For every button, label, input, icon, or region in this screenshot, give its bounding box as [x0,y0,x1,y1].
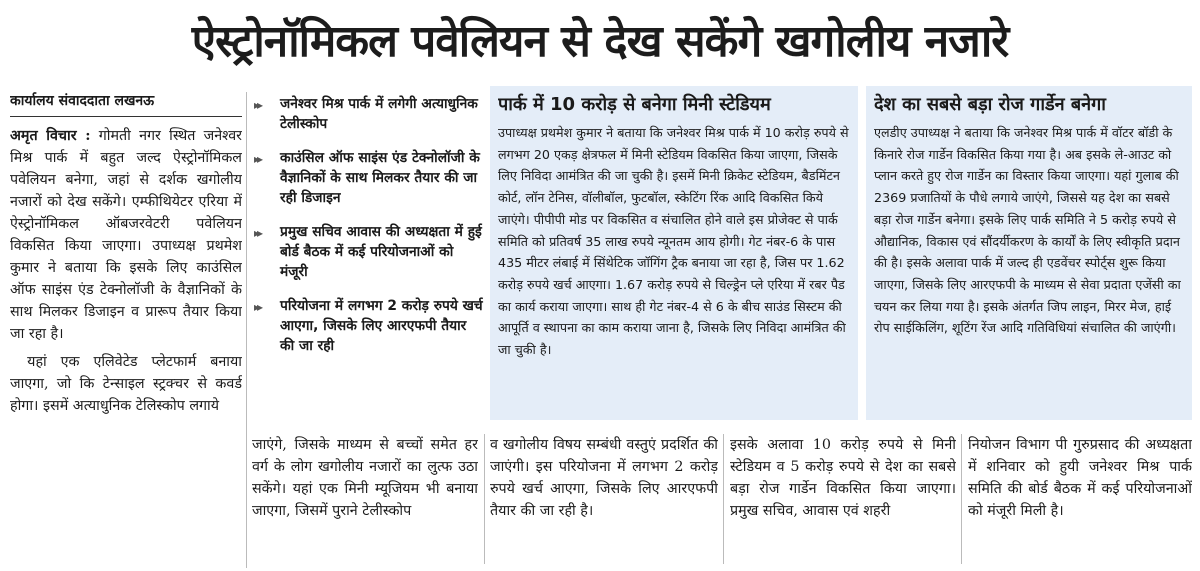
lead-column [10,90,242,571]
stadium-box-title: पार्क में 10 करोड़ से बनेगा मिनी स्टेडियम [498,94,771,115]
highlight-text: प्रमुख सचिव आवास की अध्यक्षता में हुई बोर्ड बैठक में कई परियोजनाओं को मंजूरी [280,224,482,280]
rose-garden-box-title: देश का सबसे बड़ा रोज गार्डेन बनेगा [874,94,1106,115]
body-column-5: नियोजन विभाग पी गुरुप्रसाद की अध्यक्षता में शनिवार को हुयी जनेश्वर मिश्र पार्क समिति की बोर्ड बैठक में कई परियोजनाओं को मंजूरी मिली है। [968,437,1192,519]
body-column-4: इसके अलावा 10 करोड़ रुपये से मिनी स्टेडियम व 5 करोड़ रुपये से देश का सबसे बड़ा रोज गार्डेन विकसित किया जाएगा। प्रमुख सचिव, आवास एवं शहरी [730,437,956,519]
column-divider [723,434,724,564]
highlights-list [254,94,484,424]
column-divider [246,92,247,568]
highlight-item [254,148,484,208]
double-arrow-icon: ▸▸ [254,226,261,240]
byline: कार्यालय संवाददाता लखनऊ [10,90,242,117]
lead-paragraph-1 [10,125,242,345]
double-arrow-icon: ▸▸ [254,98,261,112]
lead-label: अमृत विचार : [10,128,91,144]
stadium-box [490,86,858,420]
rose-garden-box-body: एलडीए उपाध्यक्ष ने बताया कि जनेश्वर मिश्र पार्क में वॉटर बॉडी के किनारे रोज गार्डेन विकसित किया गया है। अब इसके ले-आउट को प्लान करते हुए रोज गार्डेन का विस्तार किया जाएगा। यहां गुलाब की 2369 प्रजातियों के पौधे लगाये जाएंगे, जिससे यह देश का सबसे बड़ा रोज गार्डेन बनेगा। इसके लिए पार्क समिति ने 5 करोड़ रुपये से औद्यानिक, विकास एवं सौंदर्यीकरण के कार्यों के लिए स्वीकृति प्रदान की है। इसके अलावा पार्क में जल्द ही एडवेंचर स्पोर्ट्स शुरू किया जाएगा, जिसके लिए आरएफपी के माध्यम से सेवा प्रदाता एजेंसी का चयन कर लिया गया है। इसके अंतर्गत जिप लाइन, मिरर मेज, हाई रोप साईकिलिंग, शूटिंग रेंज आदि गतिविधियां संचालित की जाएंगी। [874,125,1181,336]
column-divider [961,434,962,564]
headline: ऐस्ट्रोनॉमिकल पवेलियन से देख सकेंगे खगोलीय नजारे [191,16,1009,67]
highlight-item [254,222,484,282]
lead-paragraph-2: यहां एक एलिवेटेड प्लेटफार्म बनाया जाएगा, जो कि टेन्साइल स्ट्रक्चर से कवर्ड होगा। इसमें अत्याधुनिक टेलिस्कोप लगाये [10,354,242,414]
highlight-text: काउंसिल ऑफ साइंस एंड टेक्नोलॉजी के वैज्ञानिकों के साथ मिलकर तैयार की जा रही डिजाइन [280,150,480,206]
double-arrow-icon: ▸▸ [254,300,261,314]
body-column-2: जाएंगे, जिसके माध्यम से बच्चों समेत हर वर्ग के लोग खगोलीय नजारों का लुत्फ उठा सकेंगे। यहां एक मिनी म्यूजियम भी बनाया जाएगा, जिसमें पुराने टेलीस्कोप [252,437,478,519]
highlight-text: परियोजना में लगभग 2 करोड़ रुपये खर्च आएगा, जिसके लिए आरएफपी तैयार की जा रही [280,298,483,354]
double-arrow-icon: ▸▸ [254,152,261,166]
stadium-box-body: उपाध्यक्ष प्रथमेश कुमार ने बताया कि जनेश्वर मिश्र पार्क में 10 करोड़ रुपये से लगभग 20 एकड़ क्षेत्रफल में मिनी स्टेडियम विकसित किया जाएगा, जिसके लिए निविदा आमंत्रित की जा चुकी है। इसमें मिनी क्रिकेट स्टेडियम, बैडमिंटन कोर्ट, लॉन टेनिस, वॉलीबॉल, फुटबॉल, स्केटिंग रिंक आदि विकसित किये जाएंगे। पीपीपी मोड पर विकसित व संचालित होने वाले इस प्रोजेक्ट से पार्क समिति को प्रतिवर्ष 35 लाख रुपये न्यूनतम आय होगी। गेट नंबर-6 के पास 435 मीटर लंबाई में सिंथेटिक जॉगिंग ट्रैक बनाया जा रहा है, जिस पर 1.62 करोड़ रुपये खर्च आएगा। 1.67 करोड़ रुपये से चिल्ड्रेन प्ले एरिया में रबर पैड का कार्य कराया जाएगा। साथ ही गेट नंबर-4 से 6 के बीच साउंड सिस्टम की आपूर्ति व स्थापना का काम कराया जाना है, जिसके लिए निविदा आमंत्रित की जा चुकी है। [498,125,849,358]
body-column-3: व खगोलीय विषय सम्बंधी वस्तुएं प्रदर्शित की जाएंगी। इस परियोजना में लगभग 2 करोड़ रुपये खर्च आएगा, जिसके लिए आरएफपी तैयार की जा रही है। [490,437,718,519]
rose-garden-box [866,86,1192,420]
lead-text-1: गोमती नगर स्थित जनेश्वर मिश्र पार्क में बहुत जल्द ऐस्ट्रोनॉमिकल पवेलियन बनेगा, जहां से दर्शक खगोलीय नजारों को देख सकेंगे। एम्फीथियेटर एरिया में ऐस्ट्रोनॉमिकल ऑबजरवेटरी पवेलियन विकसित किया जाएगा। उपाध्यक्ष प्रथमेश कुमार ने बताया कि इसके लिए काउंसिल ऑफ साइंस एंड टेक्नोलॉजी के वैज्ञानिकों के साथ मिलकर डिजाइन व प्रारूप तैयार किया जा रहा है। [10,128,242,342]
highlight-item [254,296,484,356]
highlight-item [254,94,484,134]
highlight-text: जनेश्वर मिश्र पार्क में लगेगी अत्याधुनिक टेलीस्कोप [280,96,478,132]
column-divider [484,434,485,564]
